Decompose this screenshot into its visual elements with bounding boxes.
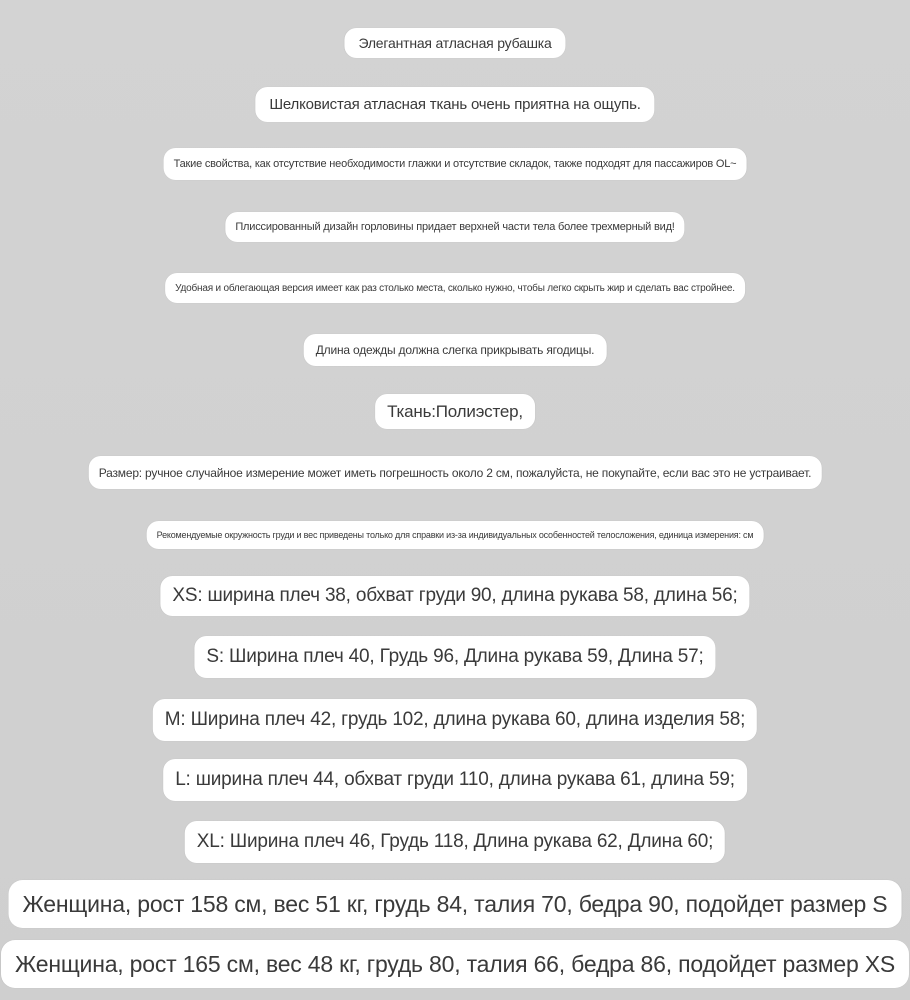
pleated-neckline-text: Плиссированный дизайн горловины придает верхней части тела более трехмерный вид! [225,212,684,242]
size-measurement-note: Размер: ручное случайное измерение может иметь погрешность около 2 см, пожалуйста, не покупайте, если вас это не устраивает. [89,456,822,489]
fabric-composition-text: Ткань:Полиэстер, [375,394,535,429]
size-m-row: M: Ширина плеч 42, грудь 102, длина рукава 60, длина изделия 58; [153,699,757,741]
size-l-row: L: ширина плеч 44, обхват груди 110, длина рукава 61, длина 59; [163,759,747,801]
model-example-size-xs: Женщина, рост 165 см, вес 48 кг, грудь 80, талия 66, бедра 86, подойдет размер XS [1,940,909,988]
model-example-size-s: Женщина, рост 158 см, вес 51 кг, грудь 84, талия 70, бедра 90, подойдет размер S [9,880,902,928]
size-s-row: S: Ширина плеч 40, Грудь 96, Длина рукава 59, Длина 57; [194,636,715,678]
size-xl-row: XL: Ширина плеч 46, Грудь 118, Длина рукава 62, Длина 60; [185,821,725,863]
fabric-feel-text: Шелковистая атласная ткань очень приятна на ощупь. [255,87,654,122]
comfortable-fit-text: Удобная и облегающая версия имеет как раз столько места, сколько нужно, чтобы легко скрыть жир и сделать вас стройнее. [165,273,745,303]
garment-length-text: Длина одежды должна слегка прикрывать ягодицы. [304,334,607,366]
size-xs-row: XS: ширина плеч 38, обхват груди 90, длина рукава 58, длина 56; [160,576,749,616]
no-ironing-text: Такие свойства, как отсутствие необходимости глажки и отсутствие складок, также подходят для пассажиров OL~ [164,148,747,180]
recommendation-note: Рекомендуемые окружность груди и вес приведены только для справки из-за индивидуальных особенностей телосложения, единица измерения: см [147,521,764,549]
product-title: Элегантная атласная рубашка [344,28,565,58]
